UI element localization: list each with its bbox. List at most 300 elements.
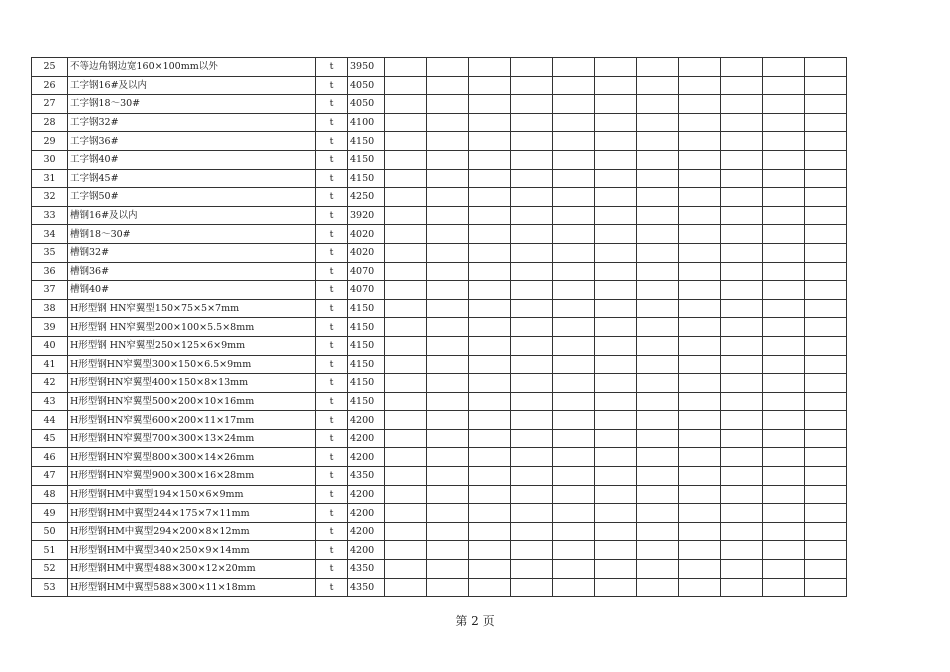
empty-cell[interactable] (595, 374, 637, 393)
empty-cell[interactable] (511, 188, 553, 207)
material-name-cell[interactable]: H形型钢 HN窄翼型200×100×5.5×8mm (68, 318, 316, 337)
empty-cell[interactable] (511, 225, 553, 244)
empty-cell[interactable] (469, 206, 511, 225)
empty-cell[interactable] (553, 467, 595, 486)
empty-cell[interactable] (595, 169, 637, 188)
empty-cell[interactable] (385, 522, 427, 541)
empty-cell[interactable] (511, 113, 553, 132)
empty-cell[interactable] (553, 336, 595, 355)
empty-cell[interactable] (763, 76, 805, 95)
empty-cell[interactable] (427, 448, 469, 467)
unit-price-cell[interactable]: 4200 (348, 485, 385, 504)
empty-cell[interactable] (721, 541, 763, 560)
empty-cell[interactable] (553, 374, 595, 393)
empty-cell[interactable] (553, 113, 595, 132)
empty-cell[interactable] (763, 541, 805, 560)
empty-cell[interactable] (469, 95, 511, 114)
empty-cell[interactable] (721, 76, 763, 95)
empty-cell[interactable] (385, 243, 427, 262)
empty-cell[interactable] (637, 113, 679, 132)
empty-cell[interactable] (805, 76, 847, 95)
empty-cell[interactable] (679, 336, 721, 355)
empty-cell[interactable] (595, 225, 637, 244)
unit-price-cell[interactable]: 4070 (348, 262, 385, 281)
empty-cell[interactable] (469, 504, 511, 523)
row-number-cell[interactable]: 31 (32, 169, 68, 188)
empty-cell[interactable] (427, 504, 469, 523)
unit-cell[interactable]: t (316, 225, 348, 244)
empty-cell[interactable] (595, 188, 637, 207)
empty-cell[interactable] (511, 95, 553, 114)
unit-cell[interactable]: t (316, 169, 348, 188)
empty-cell[interactable] (679, 578, 721, 597)
empty-cell[interactable] (469, 113, 511, 132)
empty-cell[interactable] (595, 578, 637, 597)
material-name-cell[interactable]: H形型钢 HN窄翼型150×75×5×7mm (68, 299, 316, 318)
row-number-cell[interactable]: 39 (32, 318, 68, 337)
empty-cell[interactable] (469, 429, 511, 448)
empty-cell[interactable] (805, 578, 847, 597)
empty-cell[interactable] (511, 392, 553, 411)
material-name-cell[interactable]: H形型钢HN窄翼型400×150×8×13mm (68, 374, 316, 393)
empty-cell[interactable] (385, 281, 427, 300)
empty-cell[interactable] (595, 541, 637, 560)
empty-cell[interactable] (679, 504, 721, 523)
unit-cell[interactable]: t (316, 374, 348, 393)
empty-cell[interactable] (637, 188, 679, 207)
empty-cell[interactable] (763, 336, 805, 355)
empty-cell[interactable] (805, 485, 847, 504)
row-number-cell[interactable]: 40 (32, 336, 68, 355)
empty-cell[interactable] (385, 467, 427, 486)
empty-cell[interactable] (385, 541, 427, 560)
empty-cell[interactable] (511, 355, 553, 374)
empty-cell[interactable] (679, 392, 721, 411)
empty-cell[interactable] (469, 411, 511, 430)
material-name-cell[interactable]: 槽钢40# (68, 281, 316, 300)
empty-cell[interactable] (679, 76, 721, 95)
empty-cell[interactable] (511, 485, 553, 504)
empty-cell[interactable] (763, 299, 805, 318)
empty-cell[interactable] (721, 448, 763, 467)
empty-cell[interactable] (427, 355, 469, 374)
row-number-cell[interactable]: 34 (32, 225, 68, 244)
row-number-cell[interactable]: 48 (32, 485, 68, 504)
empty-cell[interactable] (553, 188, 595, 207)
empty-cell[interactable] (469, 336, 511, 355)
empty-cell[interactable] (679, 188, 721, 207)
material-name-cell[interactable]: H形型钢HN窄翼型800×300×14×26mm (68, 448, 316, 467)
unit-price-cell[interactable]: 4200 (348, 541, 385, 560)
unit-cell[interactable]: t (316, 429, 348, 448)
empty-cell[interactable] (595, 132, 637, 151)
empty-cell[interactable] (511, 169, 553, 188)
empty-cell[interactable] (679, 467, 721, 486)
empty-cell[interactable] (469, 374, 511, 393)
unit-cell[interactable]: t (316, 95, 348, 114)
empty-cell[interactable] (805, 262, 847, 281)
empty-cell[interactable] (679, 281, 721, 300)
empty-cell[interactable] (511, 429, 553, 448)
empty-cell[interactable] (385, 188, 427, 207)
unit-price-cell[interactable]: 4350 (348, 578, 385, 597)
row-number-cell[interactable]: 35 (32, 243, 68, 262)
empty-cell[interactable] (805, 188, 847, 207)
empty-cell[interactable] (721, 429, 763, 448)
empty-cell[interactable] (721, 113, 763, 132)
empty-cell[interactable] (637, 76, 679, 95)
empty-cell[interactable] (553, 281, 595, 300)
empty-cell[interactable] (553, 243, 595, 262)
empty-cell[interactable] (679, 429, 721, 448)
empty-cell[interactable] (385, 262, 427, 281)
material-name-cell[interactable]: 工字钢50# (68, 188, 316, 207)
empty-cell[interactable] (721, 243, 763, 262)
empty-cell[interactable] (595, 560, 637, 579)
material-name-cell[interactable]: H形型钢HM中翼型588×300×11×18mm (68, 578, 316, 597)
empty-cell[interactable] (385, 560, 427, 579)
empty-cell[interactable] (763, 429, 805, 448)
empty-cell[interactable] (553, 504, 595, 523)
empty-cell[interactable] (511, 299, 553, 318)
row-number-cell[interactable]: 29 (32, 132, 68, 151)
empty-cell[interactable] (511, 206, 553, 225)
empty-cell[interactable] (553, 578, 595, 597)
empty-cell[interactable] (427, 150, 469, 169)
empty-cell[interactable] (805, 132, 847, 151)
empty-cell[interactable] (385, 206, 427, 225)
empty-cell[interactable] (385, 150, 427, 169)
empty-cell[interactable] (595, 95, 637, 114)
unit-price-cell[interactable]: 3920 (348, 206, 385, 225)
empty-cell[interactable] (637, 374, 679, 393)
material-name-cell[interactable]: H形型钢HN窄翼型300×150×6.5×9mm (68, 355, 316, 374)
row-number-cell[interactable]: 50 (32, 522, 68, 541)
empty-cell[interactable] (553, 392, 595, 411)
row-number-cell[interactable]: 25 (32, 58, 68, 77)
empty-cell[interactable] (595, 243, 637, 262)
empty-cell[interactable] (805, 206, 847, 225)
empty-cell[interactable] (805, 522, 847, 541)
empty-cell[interactable] (553, 169, 595, 188)
empty-cell[interactable] (427, 336, 469, 355)
material-name-cell[interactable]: 槽钢18～30# (68, 225, 316, 244)
empty-cell[interactable] (637, 485, 679, 504)
empty-cell[interactable] (385, 95, 427, 114)
empty-cell[interactable] (553, 262, 595, 281)
empty-cell[interactable] (469, 76, 511, 95)
empty-cell[interactable] (385, 448, 427, 467)
empty-cell[interactable] (511, 336, 553, 355)
row-number-cell[interactable]: 51 (32, 541, 68, 560)
empty-cell[interactable] (427, 429, 469, 448)
empty-cell[interactable] (679, 206, 721, 225)
empty-cell[interactable] (469, 281, 511, 300)
material-name-cell[interactable]: 不等边角钢边宽160×100mm以外 (68, 58, 316, 77)
material-name-cell[interactable]: H形型钢HM中翼型244×175×7×11mm (68, 504, 316, 523)
unit-price-cell[interactable]: 4050 (348, 76, 385, 95)
empty-cell[interactable] (763, 58, 805, 77)
empty-cell[interactable] (595, 262, 637, 281)
empty-cell[interactable] (679, 411, 721, 430)
material-name-cell[interactable]: 槽钢32# (68, 243, 316, 262)
empty-cell[interactable] (805, 467, 847, 486)
empty-cell[interactable] (637, 578, 679, 597)
row-number-cell[interactable]: 42 (32, 374, 68, 393)
empty-cell[interactable] (763, 95, 805, 114)
unit-cell[interactable]: t (316, 76, 348, 95)
empty-cell[interactable] (469, 560, 511, 579)
empty-cell[interactable] (469, 355, 511, 374)
unit-cell[interactable]: t (316, 485, 348, 504)
empty-cell[interactable] (805, 504, 847, 523)
empty-cell[interactable] (427, 169, 469, 188)
unit-cell[interactable]: t (316, 522, 348, 541)
empty-cell[interactable] (385, 76, 427, 95)
empty-cell[interactable] (637, 392, 679, 411)
empty-cell[interactable] (679, 448, 721, 467)
unit-cell[interactable]: t (316, 206, 348, 225)
empty-cell[interactable] (805, 374, 847, 393)
empty-cell[interactable] (469, 262, 511, 281)
material-name-cell[interactable]: 工字钢36# (68, 132, 316, 151)
row-number-cell[interactable]: 53 (32, 578, 68, 597)
empty-cell[interactable] (385, 392, 427, 411)
empty-cell[interactable] (721, 150, 763, 169)
empty-cell[interactable] (469, 58, 511, 77)
empty-cell[interactable] (637, 95, 679, 114)
empty-cell[interactable] (469, 318, 511, 337)
unit-price-cell[interactable]: 4020 (348, 225, 385, 244)
empty-cell[interactable] (427, 392, 469, 411)
unit-cell[interactable]: t (316, 281, 348, 300)
empty-cell[interactable] (805, 355, 847, 374)
empty-cell[interactable] (469, 392, 511, 411)
empty-cell[interactable] (511, 448, 553, 467)
empty-cell[interactable] (553, 560, 595, 579)
empty-cell[interactable] (469, 225, 511, 244)
empty-cell[interactable] (679, 355, 721, 374)
empty-cell[interactable] (427, 262, 469, 281)
unit-price-cell[interactable]: 4200 (348, 411, 385, 430)
unit-cell[interactable]: t (316, 262, 348, 281)
empty-cell[interactable] (763, 243, 805, 262)
empty-cell[interactable] (679, 243, 721, 262)
empty-cell[interactable] (511, 522, 553, 541)
empty-cell[interactable] (427, 95, 469, 114)
empty-cell[interactable] (427, 58, 469, 77)
unit-price-cell[interactable]: 4150 (348, 355, 385, 374)
unit-cell[interactable]: t (316, 560, 348, 579)
empty-cell[interactable] (427, 188, 469, 207)
empty-cell[interactable] (637, 318, 679, 337)
empty-cell[interactable] (511, 318, 553, 337)
unit-price-cell[interactable]: 4250 (348, 188, 385, 207)
unit-cell[interactable]: t (316, 318, 348, 337)
empty-cell[interactable] (595, 206, 637, 225)
empty-cell[interactable] (511, 578, 553, 597)
unit-cell[interactable]: t (316, 578, 348, 597)
empty-cell[interactable] (805, 150, 847, 169)
material-name-cell[interactable]: 工字钢45# (68, 169, 316, 188)
unit-cell[interactable]: t (316, 355, 348, 374)
empty-cell[interactable] (595, 411, 637, 430)
empty-cell[interactable] (385, 485, 427, 504)
empty-cell[interactable] (553, 150, 595, 169)
empty-cell[interactable] (637, 169, 679, 188)
empty-cell[interactable] (595, 113, 637, 132)
empty-cell[interactable] (679, 113, 721, 132)
empty-cell[interactable] (763, 206, 805, 225)
empty-cell[interactable] (763, 188, 805, 207)
empty-cell[interactable] (679, 541, 721, 560)
empty-cell[interactable] (385, 318, 427, 337)
empty-cell[interactable] (721, 522, 763, 541)
empty-cell[interactable] (679, 522, 721, 541)
empty-cell[interactable] (805, 113, 847, 132)
unit-price-cell[interactable]: 4150 (348, 318, 385, 337)
empty-cell[interactable] (637, 448, 679, 467)
empty-cell[interactable] (427, 113, 469, 132)
empty-cell[interactable] (637, 206, 679, 225)
empty-cell[interactable] (595, 150, 637, 169)
empty-cell[interactable] (763, 374, 805, 393)
empty-cell[interactable] (553, 132, 595, 151)
empty-cell[interactable] (637, 355, 679, 374)
empty-cell[interactable] (805, 169, 847, 188)
empty-cell[interactable] (679, 262, 721, 281)
empty-cell[interactable] (637, 467, 679, 486)
empty-cell[interactable] (469, 467, 511, 486)
empty-cell[interactable] (637, 336, 679, 355)
empty-cell[interactable] (679, 374, 721, 393)
empty-cell[interactable] (805, 429, 847, 448)
empty-cell[interactable] (595, 355, 637, 374)
row-number-cell[interactable]: 49 (32, 504, 68, 523)
unit-price-cell[interactable]: 4200 (348, 522, 385, 541)
empty-cell[interactable] (553, 429, 595, 448)
unit-cell[interactable]: t (316, 504, 348, 523)
unit-price-cell[interactable]: 4350 (348, 560, 385, 579)
empty-cell[interactable] (385, 429, 427, 448)
empty-cell[interactable] (721, 132, 763, 151)
unit-price-cell[interactable]: 4150 (348, 132, 385, 151)
empty-cell[interactable] (511, 281, 553, 300)
empty-cell[interactable] (637, 150, 679, 169)
row-number-cell[interactable]: 44 (32, 411, 68, 430)
empty-cell[interactable] (805, 225, 847, 244)
unit-price-cell[interactable]: 4150 (348, 299, 385, 318)
empty-cell[interactable] (805, 299, 847, 318)
empty-cell[interactable] (427, 76, 469, 95)
empty-cell[interactable] (385, 374, 427, 393)
unit-price-cell[interactable]: 4050 (348, 95, 385, 114)
empty-cell[interactable] (385, 411, 427, 430)
empty-cell[interactable] (385, 132, 427, 151)
empty-cell[interactable] (763, 132, 805, 151)
empty-cell[interactable] (763, 504, 805, 523)
empty-cell[interactable] (679, 299, 721, 318)
empty-cell[interactable] (511, 150, 553, 169)
empty-cell[interactable] (427, 578, 469, 597)
row-number-cell[interactable]: 26 (32, 76, 68, 95)
empty-cell[interactable] (721, 58, 763, 77)
empty-cell[interactable] (763, 560, 805, 579)
empty-cell[interactable] (721, 299, 763, 318)
empty-cell[interactable] (763, 150, 805, 169)
empty-cell[interactable] (427, 299, 469, 318)
empty-cell[interactable] (553, 95, 595, 114)
empty-cell[interactable] (763, 392, 805, 411)
empty-cell[interactable] (553, 225, 595, 244)
empty-cell[interactable] (427, 318, 469, 337)
empty-cell[interactable] (679, 150, 721, 169)
row-number-cell[interactable]: 38 (32, 299, 68, 318)
empty-cell[interactable] (721, 95, 763, 114)
empty-cell[interactable] (763, 355, 805, 374)
empty-cell[interactable] (721, 374, 763, 393)
empty-cell[interactable] (511, 132, 553, 151)
empty-cell[interactable] (595, 392, 637, 411)
unit-cell[interactable]: t (316, 243, 348, 262)
empty-cell[interactable] (637, 262, 679, 281)
empty-cell[interactable] (553, 206, 595, 225)
row-number-cell[interactable]: 27 (32, 95, 68, 114)
empty-cell[interactable] (427, 560, 469, 579)
unit-price-cell[interactable]: 4200 (348, 429, 385, 448)
unit-cell[interactable]: t (316, 132, 348, 151)
unit-cell[interactable]: t (316, 467, 348, 486)
empty-cell[interactable] (721, 336, 763, 355)
empty-cell[interactable] (427, 281, 469, 300)
empty-cell[interactable] (721, 392, 763, 411)
empty-cell[interactable] (721, 318, 763, 337)
empty-cell[interactable] (553, 318, 595, 337)
empty-cell[interactable] (679, 485, 721, 504)
empty-cell[interactable] (721, 188, 763, 207)
empty-cell[interactable] (469, 150, 511, 169)
empty-cell[interactable] (763, 113, 805, 132)
empty-cell[interactable] (553, 411, 595, 430)
unit-price-cell[interactable]: 4150 (348, 169, 385, 188)
material-name-cell[interactable]: 工字钢32# (68, 113, 316, 132)
empty-cell[interactable] (427, 541, 469, 560)
empty-cell[interactable] (595, 336, 637, 355)
empty-cell[interactable] (763, 318, 805, 337)
empty-cell[interactable] (469, 188, 511, 207)
empty-cell[interactable] (763, 262, 805, 281)
empty-cell[interactable] (763, 522, 805, 541)
empty-cell[interactable] (763, 578, 805, 597)
empty-cell[interactable] (637, 281, 679, 300)
material-name-cell[interactable]: H形型钢HM中翼型194×150×6×9mm (68, 485, 316, 504)
empty-cell[interactable] (469, 522, 511, 541)
unit-price-cell[interactable]: 4150 (348, 150, 385, 169)
empty-cell[interactable] (511, 76, 553, 95)
empty-cell[interactable] (385, 504, 427, 523)
empty-cell[interactable] (805, 448, 847, 467)
empty-cell[interactable] (721, 411, 763, 430)
empty-cell[interactable] (553, 541, 595, 560)
unit-cell[interactable]: t (316, 411, 348, 430)
empty-cell[interactable] (469, 132, 511, 151)
empty-cell[interactable] (553, 58, 595, 77)
unit-cell[interactable]: t (316, 150, 348, 169)
empty-cell[interactable] (385, 225, 427, 244)
empty-cell[interactable] (805, 411, 847, 430)
material-name-cell[interactable]: 槽钢16#及以内 (68, 206, 316, 225)
empty-cell[interactable] (427, 243, 469, 262)
